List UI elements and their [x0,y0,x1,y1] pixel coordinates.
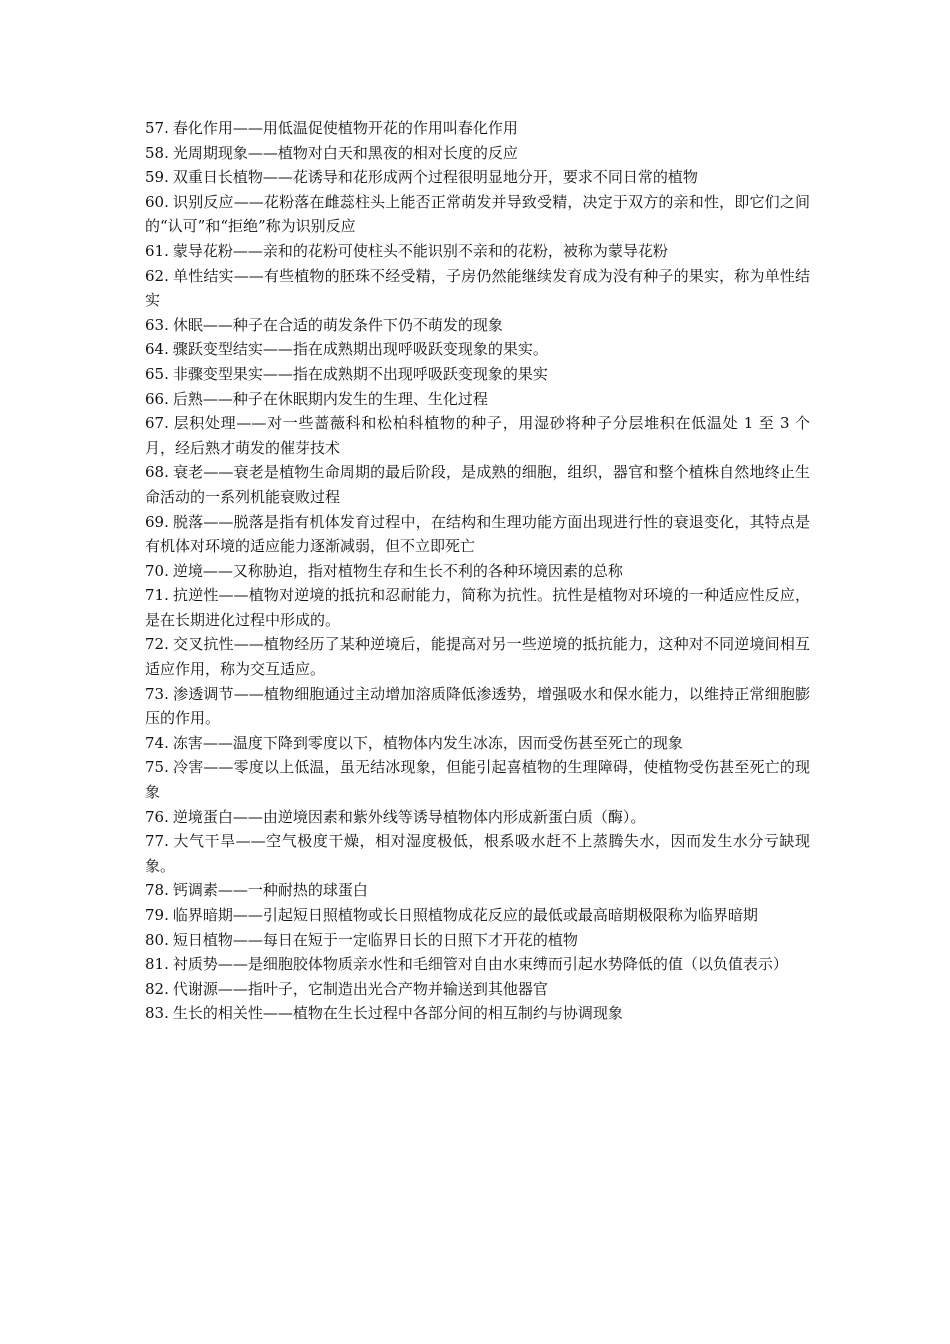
definition-entry [145,977,810,1002]
entry-number: 65. [145,364,169,383]
entry-text: 大气干旱——空气极度干燥，相对湿度极低，根系吸水赶不上蒸腾失水，因而发生水分亏缺现象。 [145,832,810,875]
definition-entry [145,337,810,362]
entry-text: 冷害——零度以上低温，虽无结冰现象，但能引起喜植物的生理障碍，使植物受伤甚至死亡的现象 [145,758,810,802]
entry-number: 61. [145,241,169,260]
entry-number: 81. [145,955,169,974]
definition-entry [145,583,810,632]
entry-number: 82. [145,979,169,998]
entry-number: 74. [145,733,169,752]
entry-number: 60. [145,192,169,211]
entry-number: 73. [145,684,169,703]
definition-entry [145,805,810,830]
entry-text: 层积处理——对一些蔷薇科和松柏科植物的种子，用湿砂将种子分层堆积在低温处 1 至 3 个月，经后熟才萌发的催芽技术 [145,414,810,457]
definition-entry [145,682,810,731]
entry-text: 逆境蛋白——由逆境因素和紫外线等诱导植物体内形成新蛋白质（酶）。 [172,807,646,826]
entry-text: 非骤变型果实——指在成熟期不出现呼吸跃变现象的果实 [172,364,548,383]
definition-entry [145,755,810,804]
entry-number: 66. [145,389,169,408]
entry-text: 光周期现象——植物对白天和黑夜的相对长度的反应 [172,143,518,162]
definition-entry [145,411,810,460]
entry-text: 生长的相关性——植物在生长过程中各部分间的相互制约与协调现象 [172,1004,623,1023]
definition-entry [145,952,810,977]
definition-entry [145,878,810,903]
entry-number: 76. [145,807,169,826]
definition-entry [145,387,810,412]
entry-text: 单性结实——有些植物的胚珠不经受精，子房仍然能继续发育成为没有种子的果实，称为单性结实 [145,266,810,310]
entry-number: 67. [145,414,169,433]
definition-entry [145,165,810,190]
entry-number: 68. [145,463,169,482]
definition-entry [145,903,810,928]
entry-text: 代谢源——指叶子，它制造出光合产物并输送到其他器官 [172,979,548,998]
entry-text: 交叉抗性——植物经历了某种逆境后，能提高对另一些逆境的抵抗能力，这种对不同逆境间相互适应作用，称为交互适应。 [145,635,810,679]
entry-number: 59. [145,168,169,187]
entry-number: 62. [145,266,169,285]
entry-text: 短日植物——每日在短于一定临界日长的日照下才开花的植物 [172,930,578,949]
entry-text: 渗透调节——植物细胞通过主动增加溶质降低渗透势，增强吸水和保水能力，以维持正常细胞膨压的作用。 [145,684,810,728]
entry-text: 识别反应——花粉落在雌蕊柱头上能否正常萌发并导致受精，决定于双方的亲和性，即它们之间的“认可”和“拒绝”称为识别反应 [145,192,810,236]
entry-number: 75. [145,758,169,777]
entry-text: 临界暗期——引起短日照植物或长日照植物成花反应的最低或最高暗期极限称为临界暗期 [172,906,758,924]
entry-number: 70. [145,561,169,580]
entry-text: 休眠——种子在合适的萌发条件下仍不萌发的现象 [172,315,503,334]
definition-entry [145,1001,810,1026]
entry-text: 春化作用——用低温促使植物开花的作用叫春化作用 [172,119,518,137]
entry-number: 83. [145,1004,169,1023]
definition-entry [145,362,810,387]
definition-entry [145,239,810,264]
entry-number: 80. [145,930,169,949]
entry-text: 后熟——种子在休眠期内发生的生理、生化过程 [172,389,488,408]
definition-list [145,116,810,1026]
entry-number: 57. [145,119,169,137]
entry-number: 69. [145,512,169,531]
entry-text: 双重日长植物——花诱导和花形成两个过程很明显地分开，要求不同日常的植物 [172,168,698,187]
definition-entry [145,460,810,509]
definition-entry [145,264,810,313]
entry-text: 衬质势——是细胞胶体物质亲水性和毛细管对自由水束缚而引起水势降低的值（以负值表示） [172,955,788,974]
entry-text: 蒙导花粉——亲和的花粉可使柱头不能识别不亲和的花粉，被称为蒙导花粉 [172,241,668,260]
definition-entry [145,510,810,559]
entry-number: 64. [145,340,169,359]
entry-text: 脱落——脱落是指有机体发育过程中，在结构和生理功能方面出现进行性的衰退变化，其特点是有机体对环境的适应能力逐渐减弱，但不立即死亡 [145,512,810,556]
entry-text: 钙调素——一种耐热的球蛋白 [172,881,368,900]
entry-text: 抗逆性——植物对逆境的抵抗和忍耐能力，简称为抗性。抗性是植物对环境的一种适应性反应，是在长期进化过程中形成的。 [145,586,810,629]
entry-number: 63. [145,315,169,334]
entry-text: 逆境——又称胁迫，指对植物生存和生长不利的各种环境因素的总称 [172,561,623,580]
entry-number: 79. [145,906,169,924]
entry-text: 衰老——衰老是植物生命周期的最后阶段，是成熟的细胞，组织，器官和整个植株自然地终止生命活动的一系列机能衰败过程 [145,463,810,506]
definition-entry [145,731,810,756]
entry-number: 58. [145,143,169,162]
entry-text: 冻害——温度下降到零度以下，植物体内发生冰冻，因而受伤甚至死亡的现象 [172,733,683,752]
definition-entry [145,190,810,239]
definition-entry [145,313,810,338]
definition-entry [145,632,810,681]
definition-entry [145,116,810,141]
definition-entry [145,829,810,878]
entry-number: 72. [145,635,169,654]
definition-entry [145,928,810,953]
entry-text: 骤跃变型结实——指在成熟期出现呼吸跃变现象的果实。 [172,340,548,359]
entry-number: 71. [145,586,169,605]
entry-number: 78. [145,881,169,900]
entry-number: 77. [145,832,169,851]
definition-entry [145,141,810,166]
definition-entry [145,559,810,584]
